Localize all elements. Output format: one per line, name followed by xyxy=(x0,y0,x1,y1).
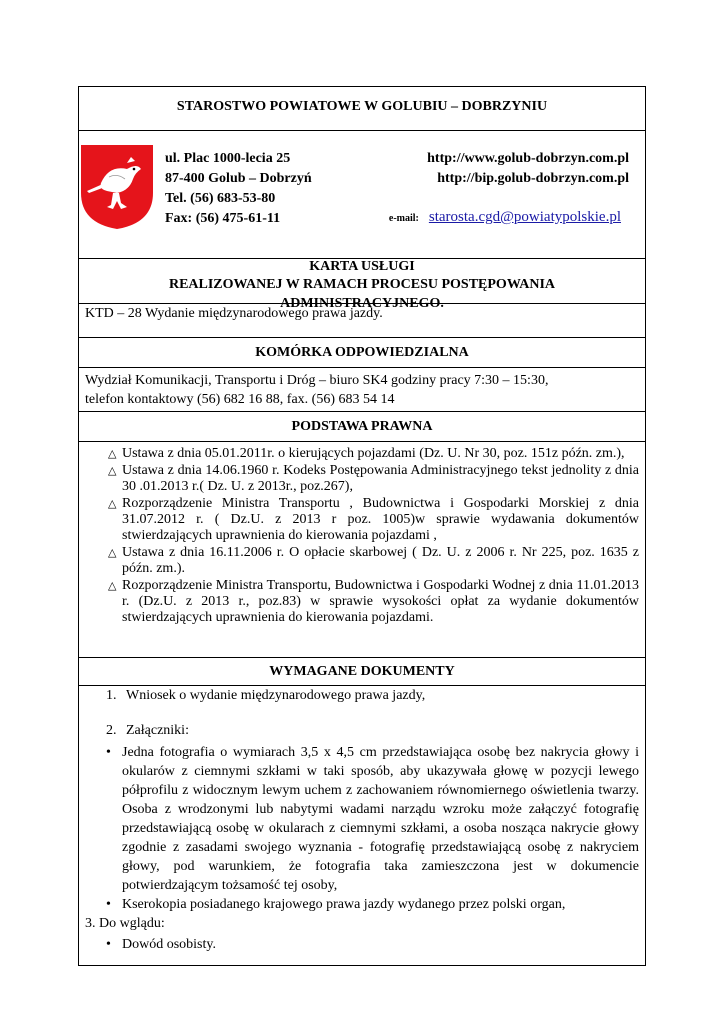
list-item xyxy=(79,722,645,740)
office-title: STAROSTWO POWIATOWE W GOLUBIU – DOBRZYNIU xyxy=(176,99,548,114)
list-item: △ Rozporządzenie Ministra Transportu, Budownictwa i Gospodarki Wodnej z dnia 11.01.2013 r. (Dz.U. z 2013 r., poz.83) w sprawie wysokości opłat za wydanie dokumentów stwierdzających uprawnienia do kierowania pojazdami. xyxy=(108,578,639,625)
email-line xyxy=(389,208,621,226)
fax-number: Fax: (56) 475-61-11 xyxy=(165,211,281,226)
title-row xyxy=(79,87,645,131)
bullet-icon: • xyxy=(106,897,111,912)
list-item: △ Ustawa z dnia 05.01.2011r. o kierujących pojazdami (Dz. U. Nr 30, poz. 151z późn. zm.), xyxy=(108,446,625,461)
docs-heading-row xyxy=(79,658,645,686)
legal-heading-row xyxy=(79,412,645,442)
bip-link[interactable]: http://bip.golub-dobrzyn.com.pl xyxy=(437,171,629,186)
service-code: KTD – 28 Wydanie międzynarodowego prawa jazdy. xyxy=(85,306,383,321)
unit-heading: KOMÓRKA ODPOWIEDZIALNA xyxy=(255,345,469,360)
application-item: Wniosek o wydanie międzynarodowego prawa jazdy, xyxy=(126,688,426,703)
legal-heading: PODSTAWA PRAWNA xyxy=(291,419,433,434)
website-link[interactable]: http://www.golub-dobrzyn.com.pl xyxy=(427,151,629,166)
docs-body xyxy=(79,687,645,954)
list-item: △ Ustawa z dnia 16.11.2006 r. O opłacie skarbowej ( Dz. U. z 2006 r. Nr 225, poz. 1635 z późn. zm.). xyxy=(108,545,639,576)
triangle-bullet-icon: △ xyxy=(108,465,117,477)
id-document-item: Dowód osobisty. xyxy=(122,937,216,952)
address-street: ul. Plac 1000-lecia 25 xyxy=(165,151,291,166)
list-item: △ Rozporządzenie Ministra Transportu , Budownictwa i Gospodarki Morskiej z dnia 31.07.2012 r. ( Dz.U. z 2013 r poz. 1005)w sprawie wydawania dokumentów stwierdzających uprawnienia do kierowania pojazdami , xyxy=(108,496,639,543)
card-title-row xyxy=(79,259,645,311)
unit-line1: Wydział Komunikacji, Transportu i Dróg – biuro SK4 godziny pracy 7:30 – 15:30, xyxy=(85,373,549,388)
bullet-icon: • xyxy=(106,745,111,760)
list-item: △ Ustawa z dnia 14.06.1960 r. Kodeks Postępowania Administracyjnego tekst jednolity z dnia 30 .01.2013 r.( Dz. U. z 2013r., poz.267), xyxy=(108,463,639,494)
item-number: 2. xyxy=(106,723,117,738)
triangle-bullet-icon: △ xyxy=(108,580,117,592)
license-copy-item: Kserokopia posiadanego krajowego prawa jazdy wydanego przez polski organ, xyxy=(122,897,566,912)
docs-heading: WYMAGANE DOKUMENTY xyxy=(269,664,455,679)
service-code-row xyxy=(79,304,645,338)
email-link[interactable]: starosta.cgd@powiatypolskie.pl xyxy=(428,209,621,225)
card-title-line3: ADMINISTRACYJNEGO. xyxy=(280,296,444,311)
service-card xyxy=(78,86,646,966)
triangle-bullet-icon: △ xyxy=(108,547,117,559)
unit-heading-row xyxy=(79,338,645,368)
unit-details-row xyxy=(79,368,645,412)
list-item xyxy=(79,895,645,914)
attachments-item: Załączniki: xyxy=(126,723,189,738)
list-item xyxy=(79,687,645,705)
card-title-line1: KARTA USŁUGI xyxy=(309,259,415,274)
triangle-bullet-icon: △ xyxy=(108,498,117,510)
legal-list-row xyxy=(79,442,645,658)
photo-requirement: Jedna fotografia o wymiarach 3,5 x 4,5 cm przedstawiająca osobę bez nakrycia głowy i okularów z ciemnymi szkłami w taki sposób, aby ukazywała głowę w pozycji lewego półprofilu z widocznym lewym uchem z zachowaniem równomiernego oświetlenia twarzy. Osoba z wrodzonymi lub nabytymi wadami narządu wzroku może załączyć fotografię przedstawiającą osobę w okularach z ciemnymi szkłami, a osoba nosząca nakrycie głowy zgodnie z zasadami swojego wyznania - fotografię przedstawiającą osobę z nakryciem głowy, pod warunkiem, że fotografia taka zamieszczona jest w dokumencie potwierdzającym tożsamość tej osoby, xyxy=(122,745,639,893)
contact-row xyxy=(79,131,645,259)
phone-number: Tel. (56) 683-53-80 xyxy=(165,191,276,206)
list-item xyxy=(79,743,645,895)
bullet-icon: • xyxy=(106,937,111,952)
coat-of-arms-icon xyxy=(79,139,155,231)
address-city: 87-400 Golub – Dobrzyń xyxy=(165,171,312,186)
email-label: e-mail: xyxy=(388,213,419,224)
list-item xyxy=(79,935,645,954)
unit-line2: telefon kontaktowy (56) 682 16 88, fax. (56) 683 54 14 xyxy=(85,392,395,407)
triangle-bullet-icon: △ xyxy=(108,448,117,460)
card-title-line2: REALIZOWANEJ W RAMACH PROCESU POSTĘPOWANIA xyxy=(168,277,556,292)
legal-list xyxy=(79,442,645,626)
inspection-label: 3. Do wglądu: xyxy=(85,916,165,931)
item-number: 1. xyxy=(106,688,117,703)
